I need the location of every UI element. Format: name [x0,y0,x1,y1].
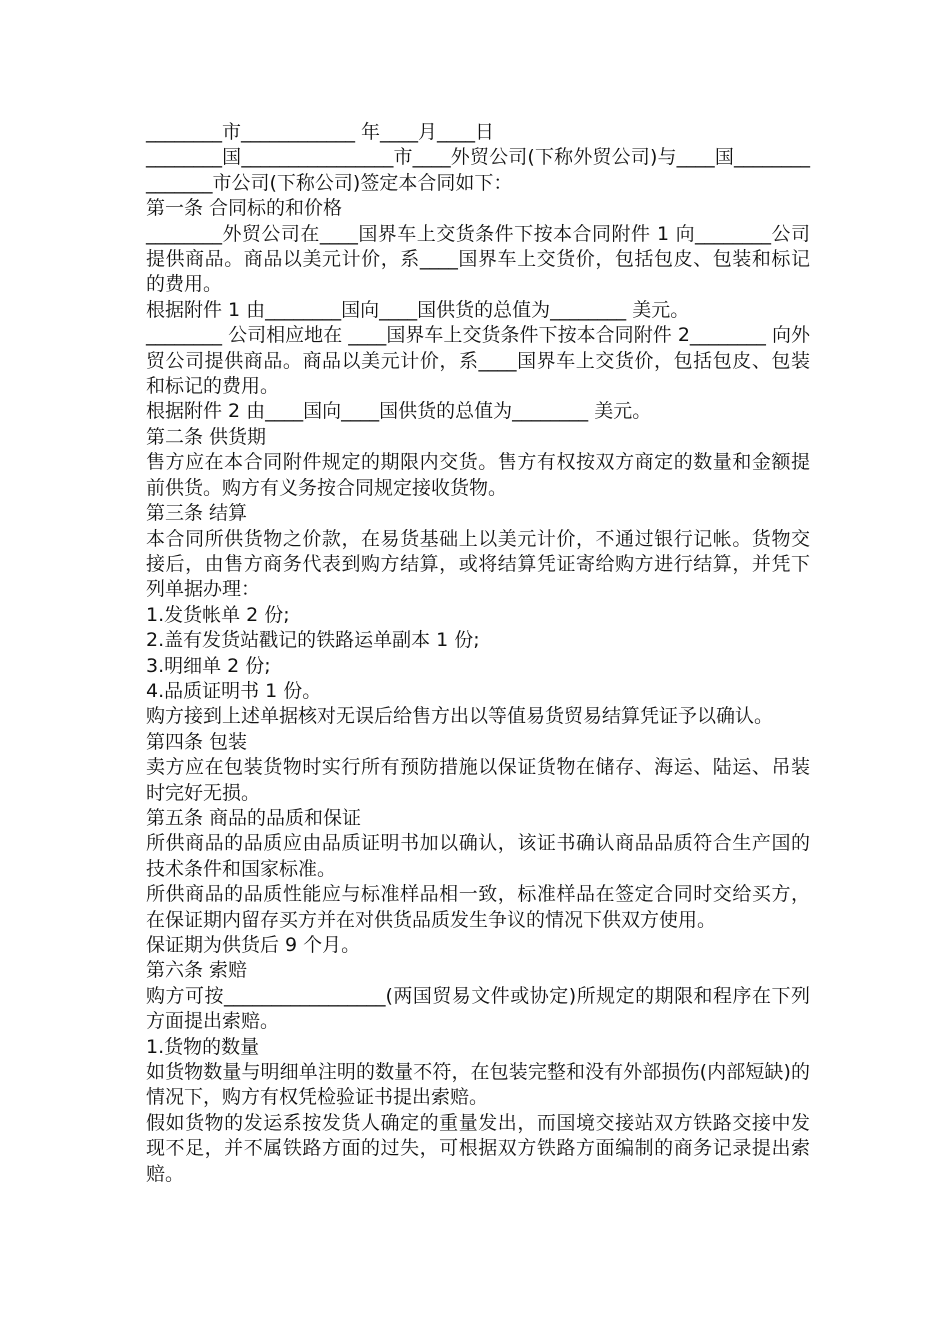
article-1-title: 第一条 合同标的和价格 [146,197,343,220]
article-3-title: 第三条 结算 [146,502,248,525]
article-2-title: 第二条 供货期 [146,425,267,448]
list-item: 2.盖有发货站戳记的铁路运单副本 1 份; [146,629,480,652]
article-5-title: 第五条 商品的品质和保证 [146,806,362,829]
parties-intro: ________国________________市____外贸公司(下称外贸公司)与____国_______________市公司(下称公司)签定本合同如下： [146,146,810,194]
article-6-title: 第六条 索赔 [146,959,248,982]
article-1-paragraph-4: 根据附件 2 由____国向____国供货的总值为________ 美元。 [146,400,652,423]
list-item: 4.品质证明书 1 份。 [146,679,322,702]
article-5-paragraph-2: 所供商品的品质性能应与标准样品相一致，标准样品在签定合同时交给买方，在保证期内留存买方并在对供货品质发生争议的情况下供双方使用。 [146,883,810,931]
article-6-paragraph-2: 如货物数量与明细单注明的数量不符，在包装完整和没有外部损伤(内部短缺)的情况下，购方有权凭检验证书提出索赔。 [146,1061,810,1109]
article-3-paragraph-1: 本合同所供货物之价款，在易货基础上以美元计价，不通过银行记帐。货物交接后，由售方商务代表到购方结算，或将结算凭证寄给购方进行结算，并凭下列单据办理： [146,527,810,601]
list-item: 3.明细单 2 份; [146,654,271,677]
article-5-paragraph-1: 所供商品的品质应由品质证明书加以确认，该证书确认商品品质符合生产国的技术条件和国家标准。 [146,832,810,880]
article-6-paragraph-1: 购方可按_________________(两国贸易文件或协定)所规定的期限和程序在下列方面提出索赔。 [146,984,810,1033]
contract-document [146,120,810,1187]
article-1-paragraph-1: ________外贸公司在____国界车上交货条件下按本合同附件 1 向________公司提供商品。商品以美元计价，系____国界车上交货价，包括包皮、包装和标记的费用。 [146,222,810,296]
article-4-paragraph-1: 卖方应在包装货物时实行所有预防措施以保证货物在储存、海运、陆运、吊装时完好无损。 [146,756,810,804]
header-date-line: ________市____________ 年____月____日 [146,121,495,143]
list-item: 1.发货帐单 2 份; [146,603,290,626]
article-6-subheading-1: 1.货物的数量 [146,1035,260,1058]
article-1-paragraph-2: 根据附件 1 由________国向____国供货的总值为________ 美元。 [146,298,690,321]
article-2-paragraph-1: 售方应在本合同附件规定的期限内交货。售方有权按双方商定的数量和金额提前供货。购方有义务按合同规定接收货物。 [146,451,810,499]
article-1-paragraph-3: ________ 公司相应地在 ____国界车上交货条件下按本合同附件 2________ 向外贸公司提供商品。商品以美元计价，系____国界车上交货价，包括包皮、包装和标记的费用。 [146,324,810,398]
article-3-paragraph-2: 购方接到上述单据核对无误后给售方出以等值易货贸易结算凭证予以确认。 [146,705,774,728]
article-5-paragraph-3: 保证期为供货后 9 个月。 [146,934,361,956]
article-4-title: 第四条 包装 [146,730,248,753]
article-6-paragraph-3: 假如货物的发运系按发货人确定的重量发出，而国境交接站双方铁路交接中发现不足，并不属铁路方面的过失，可根据双方铁路方面编制的商务记录提出索赔。 [146,1111,810,1185]
